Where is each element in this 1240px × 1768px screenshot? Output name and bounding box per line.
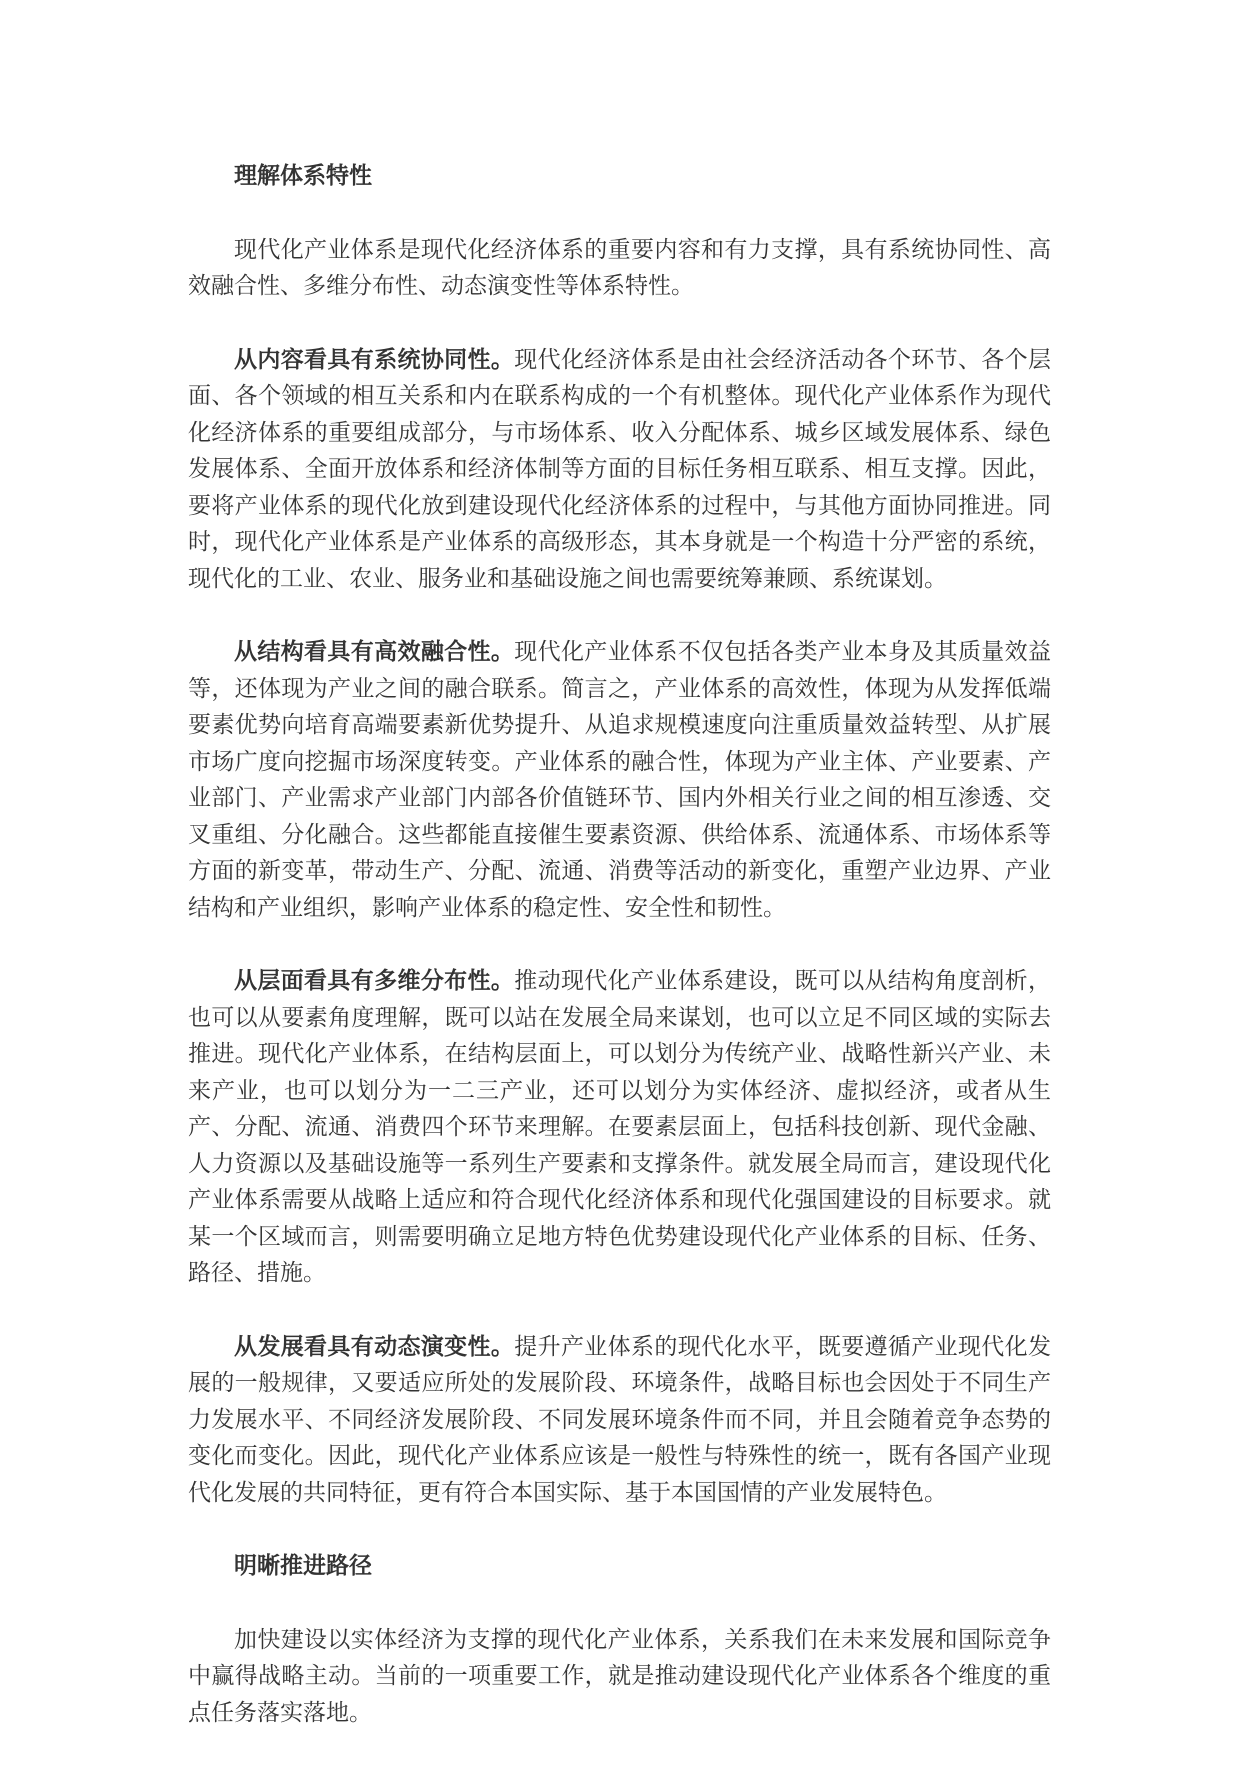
paragraph-text: 推动现代化产业体系建设，既可以从结构角度剖析，也可以从要素角度理解，既可以站在发展全局来谋划，也可以立足不同区域的实际去推进。现代化产业体系，在结构层面上，可以划分为传统产业、战略性新兴产业、未来产业，也可以划分为一二三产业，还可以划分为实体经济、虚拟经济，或者从生产、分配、流通、消费四个环节来理解。在要素层面上，包括科技创新、现代金融、人力资源以及基础设施等一系列生产要素和支撑条件。就发展全局而言，建设现代化产业体系需要从战略上适应和符合现代化经济体系和现代化强国建设的目标要求。就某一个区域而言，则需要明确立足地方特色优势建设现代化产业体系的目标、任务、路径、措施。 (188, 968, 1052, 1286)
paragraph-lead: 从内容看具有系统协同性。 (234, 346, 515, 373)
section-heading-path: 明晰推进路径 (234, 1553, 372, 1579)
document-body (188, 158, 1051, 1768)
paragraph-text: 现代化产业体系不仅包括各类产业本身及其质量效益等，还体现为产业之间的融合联系。简言之，产业体系的高效性，体现为从发挥低端要素优势向培育高端要素新优势提升、从追求规模速度向注重质量效益转型、从扩展市场广度向挖掘市场深度转变。产业体系的融合性，体现为产业主体、产业要素、产业部门、产业需求产业部门内部各价值链环节、国内外相关行业之间的相互渗透、交叉重组、分化融合。这些都能直接催生要素资源、供给体系、流通体系、市场体系等方面的新变革，带动生产、分配、流通、消费等活动的新变化，重塑产业边界、产业结构和产业组织，影响产业体系的稳定性、安全性和韧性。 (188, 639, 1052, 921)
paragraph-lead: 从层面看具有多维分布性。 (234, 968, 515, 994)
section-intro-understand: 现代化产业体系是现代化经济体系的重要内容和有力支撑，具有系统协同性、高效融合性、多维分布性、动态演变性等体系特性。 (188, 236, 1051, 299)
section-intro-path: 加快建设以实体经济为支撑的现代化产业体系，关系我们在未来发展和国际竞争中赢得战略主动。当前的一项重要工作，就是推动建设现代化产业体系各个维度的重点任务落实落地。 (188, 1626, 1051, 1726)
paragraph-lead: 从结构看具有高效融合性。 (234, 639, 515, 665)
paragraph-lead: 从发展看具有动态演变性。 (234, 1333, 515, 1360)
paragraph-text: 提升产业体系的现代化水平，既要遵循产业现代化发展的一般规律，又要适应所处的发展阶段、环境条件，战略目标也会因处于不同生产力发展水平、不同经济发展阶段、不同发展环境条件而不同，并且会随着竞争态势的变化而变化。因此，现代化产业体系应该是一般性与特殊性的统一，既有各国产业现代化发展的共同特征，更有符合本国实际、基于本国国情的产业发展特色。 (188, 1333, 1052, 1506)
paragraph-level-distribution (188, 963, 1051, 1292)
paragraph-development-evolution (188, 1329, 1051, 1512)
paragraph-text: 现代化经济体系是由社会经济活动各个环节、各个层面、各个领域的相互关系和内在联系构成的一个有机整体。现代化产业体系作为现代化经济体系的重要组成部分，与市场体系、收入分配体系、城乡区域发展体系、绿色发展体系、全面开放体系和经济体制等方面的目标任务相互联系、相互支撑。因此，要将产业体系的现代化放到建设现代化经济体系的过程中，与其他方面协同推进。同时，现代化产业体系是产业体系的高级形态，其本身就是一个构造十分严密的系统，现代化的工业、农业、服务业和基础设施之间也需要统筹兼顾、系统谋划。 (188, 346, 1052, 592)
section-heading-understand: 理解体系特性 (234, 163, 372, 189)
paragraph-structure-integration (188, 634, 1051, 926)
paragraph-content-synergy (188, 342, 1051, 598)
